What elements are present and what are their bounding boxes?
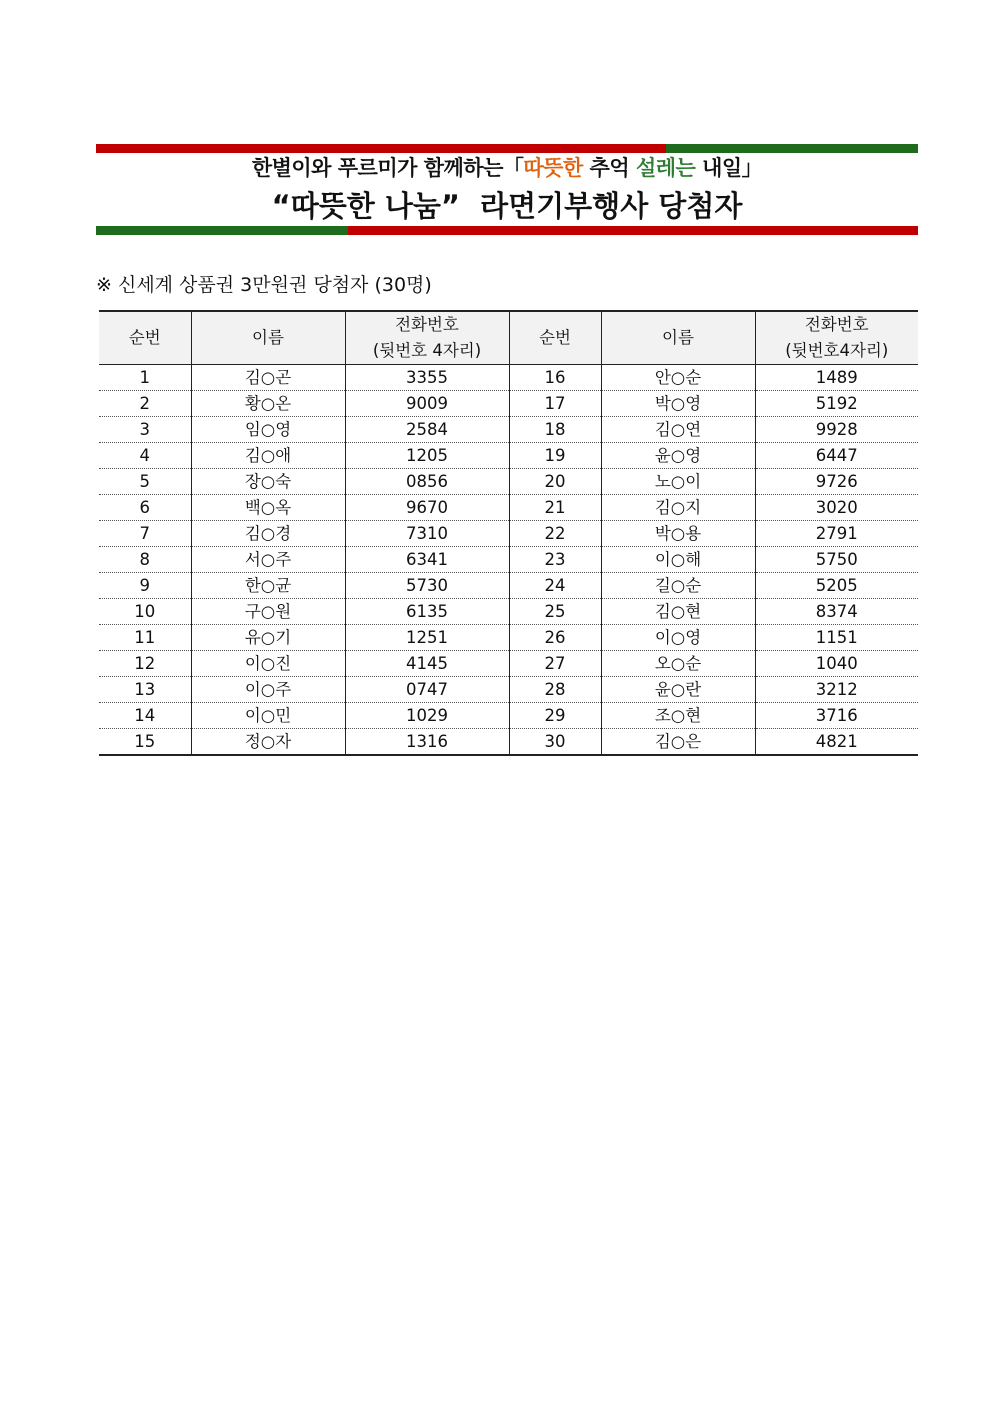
table-row xyxy=(99,365,918,391)
winner-name: 윤○란 xyxy=(601,677,755,703)
winner-phone: 9726 xyxy=(755,469,918,495)
winner-name: 장○숙 xyxy=(191,469,345,495)
table-body xyxy=(99,365,918,756)
winner-name: 길○순 xyxy=(601,573,755,599)
winner-phone: 1251 xyxy=(345,625,509,651)
winner-name: 이○해 xyxy=(601,547,755,573)
winner-phone: 0747 xyxy=(345,677,509,703)
winner-phone: 9009 xyxy=(345,391,509,417)
table-header-row xyxy=(99,311,918,365)
subtitle-exciting-word: 설레는 xyxy=(635,156,696,180)
winner-number: 4 xyxy=(99,443,191,469)
winner-phone: 1316 xyxy=(345,729,509,756)
winner-number: 17 xyxy=(509,391,601,417)
winner-name: 한○균 xyxy=(191,573,345,599)
subtitle-suffix: 내일」 xyxy=(695,156,763,180)
subtitle-mid: 추억 xyxy=(582,156,636,180)
table-row xyxy=(99,729,918,756)
winner-phone: 1489 xyxy=(755,365,918,391)
winner-phone: 3355 xyxy=(345,365,509,391)
winner-name: 박○용 xyxy=(601,521,755,547)
winner-number: 12 xyxy=(99,651,191,677)
winner-name: 이○주 xyxy=(191,677,345,703)
winner-number: 1 xyxy=(99,365,191,391)
bottom-bar-red xyxy=(348,226,918,235)
winner-number: 29 xyxy=(509,703,601,729)
header-name-left: 이름 xyxy=(191,311,345,365)
header-phone-right-line1: 전화번호 xyxy=(804,315,869,334)
winner-number: 3 xyxy=(99,417,191,443)
winners-table xyxy=(99,310,918,756)
table-row xyxy=(99,651,918,677)
winner-number: 2 xyxy=(99,391,191,417)
header-phone-right xyxy=(755,311,918,365)
winner-number: 23 xyxy=(509,547,601,573)
winner-name: 김○연 xyxy=(601,417,755,443)
winner-name: 서○주 xyxy=(191,547,345,573)
winner-phone: 2791 xyxy=(755,521,918,547)
winner-name: 이○진 xyxy=(191,651,345,677)
header-num-left: 순번 xyxy=(99,311,191,365)
winner-phone: 3716 xyxy=(755,703,918,729)
winner-phone: 5205 xyxy=(755,573,918,599)
winner-number: 6 xyxy=(99,495,191,521)
subtitle-prefix: 한별이와 푸르미가 함께하는「 xyxy=(251,156,524,180)
winner-number: 19 xyxy=(509,443,601,469)
winner-name: 유○기 xyxy=(191,625,345,651)
table-row xyxy=(99,443,918,469)
winner-name: 조○현 xyxy=(601,703,755,729)
winner-name: 김○애 xyxy=(191,443,345,469)
table-row xyxy=(99,469,918,495)
winner-phone: 6447 xyxy=(755,443,918,469)
winner-number: 27 xyxy=(509,651,601,677)
winner-name: 안○순 xyxy=(601,365,755,391)
winner-number: 7 xyxy=(99,521,191,547)
winner-number: 25 xyxy=(509,599,601,625)
event-subtitle xyxy=(96,152,918,182)
winner-phone: 8374 xyxy=(755,599,918,625)
winner-name: 김○은 xyxy=(601,729,755,756)
winner-number: 5 xyxy=(99,469,191,495)
winner-phone: 6135 xyxy=(345,599,509,625)
table-row xyxy=(99,599,918,625)
header-phone-left-line1: 전화번호 xyxy=(395,315,459,334)
table-row xyxy=(99,391,918,417)
winner-number: 28 xyxy=(509,677,601,703)
winner-number: 30 xyxy=(509,729,601,756)
table-row xyxy=(99,417,918,443)
winner-name: 박○영 xyxy=(601,391,755,417)
winner-number: 13 xyxy=(99,677,191,703)
bottom-bar-green xyxy=(96,226,348,235)
winner-name: 김○곤 xyxy=(191,365,345,391)
header-phone-left xyxy=(345,311,509,365)
winner-number: 9 xyxy=(99,573,191,599)
winner-phone: 6341 xyxy=(345,547,509,573)
winner-name: 윤○영 xyxy=(601,443,755,469)
table-row xyxy=(99,573,918,599)
header-phone-left-line2: (뒷번호 4자리) xyxy=(372,341,482,360)
winner-name: 오○순 xyxy=(601,651,755,677)
winner-phone: 5192 xyxy=(755,391,918,417)
subtitle-warm-word: 따뜻한 xyxy=(523,156,583,180)
winner-number: 16 xyxy=(509,365,601,391)
winner-phone: 2584 xyxy=(345,417,509,443)
winner-phone: 4821 xyxy=(755,729,918,756)
winner-number: 15 xyxy=(99,729,191,756)
winner-number: 14 xyxy=(99,703,191,729)
winner-name: 백○옥 xyxy=(191,495,345,521)
winner-phone: 7310 xyxy=(345,521,509,547)
table-row xyxy=(99,521,918,547)
header-num-right: 순번 xyxy=(509,311,601,365)
winner-name: 김○현 xyxy=(601,599,755,625)
table-row xyxy=(99,625,918,651)
winner-name: 김○지 xyxy=(601,495,755,521)
winner-phone: 1151 xyxy=(755,625,918,651)
page-title: “따뜻한 나눔” 라면기부행사 당첨자 xyxy=(271,189,743,223)
winner-name: 김○경 xyxy=(191,521,345,547)
winner-name: 노○이 xyxy=(601,469,755,495)
winner-number: 21 xyxy=(509,495,601,521)
winner-number: 26 xyxy=(509,625,601,651)
winner-number: 8 xyxy=(99,547,191,573)
winner-phone: 1205 xyxy=(345,443,509,469)
winner-name: 이○영 xyxy=(601,625,755,651)
header-phone-right-line2: (뒷번호4자리) xyxy=(785,341,889,360)
winner-phone: 3212 xyxy=(755,677,918,703)
winner-name: 이○민 xyxy=(191,703,345,729)
winner-phone: 4145 xyxy=(345,651,509,677)
header-name-right: 이름 xyxy=(601,311,755,365)
winner-number: 11 xyxy=(99,625,191,651)
winner-name: 구○원 xyxy=(191,599,345,625)
section-title: ※ 신세계 상품권 3만원권 당첨자 (30명) xyxy=(96,274,432,296)
winner-number: 20 xyxy=(509,469,601,495)
table-row xyxy=(99,547,918,573)
winner-phone: 1040 xyxy=(755,651,918,677)
table-row xyxy=(99,677,918,703)
winner-phone: 0856 xyxy=(345,469,509,495)
winner-number: 22 xyxy=(509,521,601,547)
winner-number: 10 xyxy=(99,599,191,625)
table-row xyxy=(99,703,918,729)
winner-phone: 5730 xyxy=(345,573,509,599)
winner-number: 24 xyxy=(509,573,601,599)
winner-phone: 9928 xyxy=(755,417,918,443)
winner-name: 임○영 xyxy=(191,417,345,443)
winner-phone: 3020 xyxy=(755,495,918,521)
winner-name: 정○자 xyxy=(191,729,345,756)
winner-phone: 9670 xyxy=(345,495,509,521)
winner-phone: 5750 xyxy=(755,547,918,573)
table-row xyxy=(99,495,918,521)
winner-number: 18 xyxy=(509,417,601,443)
winner-phone: 1029 xyxy=(345,703,509,729)
winner-name: 황○온 xyxy=(191,391,345,417)
